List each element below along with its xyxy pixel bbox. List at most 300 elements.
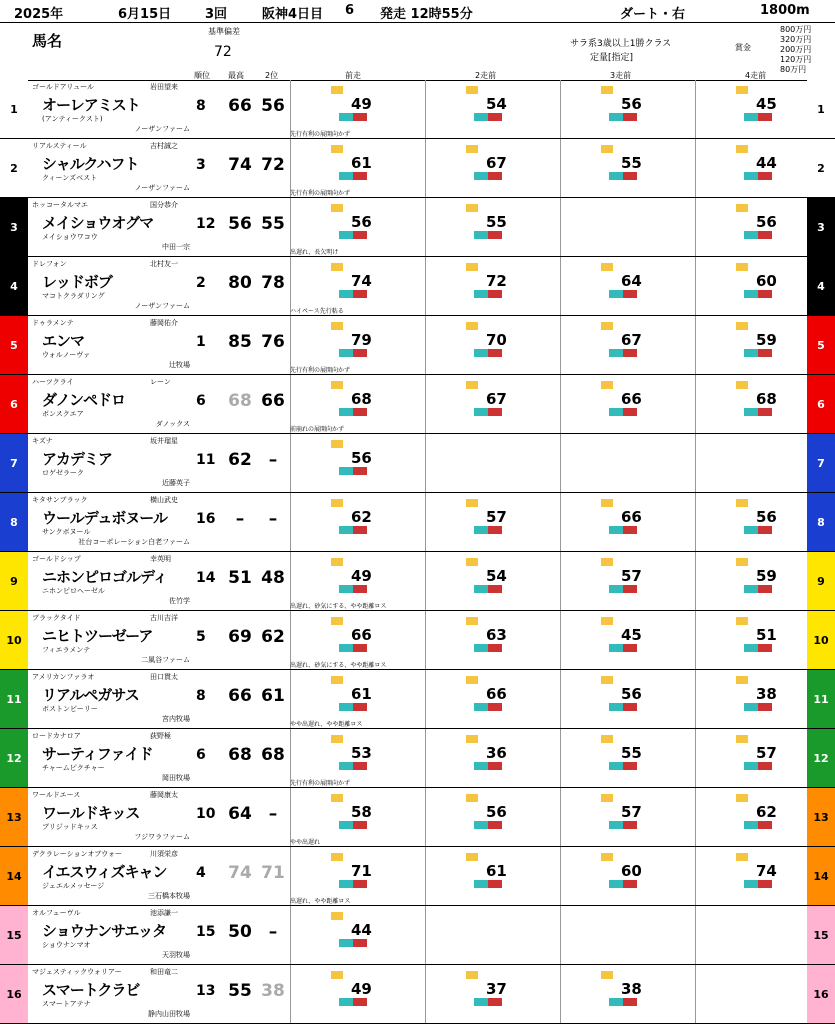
legend-col-3ago: 3走前 bbox=[610, 71, 632, 80]
past-race-score: 54 bbox=[486, 95, 507, 113]
position-chip-icon bbox=[474, 644, 488, 652]
sire-name: リアルスティール bbox=[32, 142, 87, 150]
second-score: 68 bbox=[261, 745, 285, 765]
past-race-score: 55 bbox=[621, 154, 642, 172]
past-race-score: 56 bbox=[621, 95, 642, 113]
pace-chip-icon bbox=[758, 231, 772, 239]
breeder-name: ノーザンファーム bbox=[134, 302, 190, 310]
position-chip-icon bbox=[474, 231, 488, 239]
horse-name[interactable]: オーレアミスト bbox=[42, 96, 140, 114]
race-badge-icon bbox=[466, 617, 478, 625]
position-chip-icon bbox=[339, 526, 353, 534]
pace-chip-icon bbox=[353, 290, 367, 298]
frame-number-left: 15 bbox=[0, 906, 28, 964]
jockey-name: 吉村誠之 bbox=[150, 142, 178, 150]
second-score: – bbox=[268, 922, 278, 942]
rank-number: 5 bbox=[196, 629, 206, 645]
legend-col-rank: 順位 bbox=[194, 71, 210, 80]
legend-prize-4: 120万円 bbox=[780, 55, 812, 64]
race-badge-icon bbox=[466, 735, 478, 743]
legend-col-second: 2位 bbox=[265, 71, 279, 80]
rank-number: 6 bbox=[196, 393, 206, 409]
position-chip-icon bbox=[609, 172, 623, 180]
second-score: – bbox=[268, 450, 278, 470]
pace-chip-icon bbox=[488, 644, 502, 652]
race-badge-icon bbox=[736, 499, 748, 507]
race-badge-icon bbox=[331, 794, 343, 802]
past-race-score: 72 bbox=[486, 272, 507, 290]
position-chip-icon bbox=[339, 408, 353, 416]
position-chip-icon bbox=[474, 762, 488, 770]
sire-name: マジェスティックウォリアー bbox=[32, 968, 122, 976]
legend-base-label: 基準偏差 bbox=[208, 27, 240, 36]
pace-chip-icon bbox=[488, 703, 502, 711]
horse-row[interactable] bbox=[0, 906, 835, 965]
past-race-score: 61 bbox=[351, 154, 372, 172]
frame-number-left: 3 bbox=[0, 198, 28, 256]
frame-number-left: 10 bbox=[0, 611, 28, 669]
breeder-name: 辻牧場 bbox=[169, 361, 190, 369]
second-score: 48 bbox=[261, 568, 285, 588]
position-chip-icon bbox=[609, 703, 623, 711]
sire-name: キタサンブラック bbox=[32, 496, 88, 504]
race-badge-icon bbox=[736, 322, 748, 330]
race-course: ダート・右 bbox=[620, 7, 686, 22]
jockey-name: 古川吉洋 bbox=[150, 614, 178, 622]
second-score: – bbox=[268, 804, 278, 824]
past-race-score: 74 bbox=[756, 862, 777, 880]
pace-chip-icon bbox=[353, 231, 367, 239]
pace-chip-icon bbox=[758, 408, 772, 416]
pace-chip-icon bbox=[758, 349, 772, 357]
position-chip-icon bbox=[609, 113, 623, 121]
race-badge-icon bbox=[601, 617, 613, 625]
race-badge-icon bbox=[736, 676, 748, 684]
position-chip-icon bbox=[339, 231, 353, 239]
past-race bbox=[425, 611, 560, 669]
past-race-score: 51 bbox=[756, 626, 777, 644]
past-race bbox=[425, 80, 560, 138]
position-chip-icon bbox=[744, 349, 758, 357]
position-chip-icon bbox=[474, 349, 488, 357]
pace-chip-icon bbox=[353, 349, 367, 357]
legend-col-best: 最高 bbox=[228, 71, 244, 80]
jockey-name: 岩田望来 bbox=[150, 83, 178, 91]
pace-chip-icon bbox=[488, 526, 502, 534]
past-race bbox=[425, 139, 560, 197]
race-badge-icon bbox=[331, 440, 343, 448]
horse-name[interactable]: エンマ bbox=[42, 332, 85, 350]
breeder-name: 岡田牧場 bbox=[162, 774, 190, 782]
position-chip-icon bbox=[609, 821, 623, 829]
race-comment: 先行有利の展開向かず bbox=[290, 780, 351, 787]
race-number: 6 bbox=[345, 3, 355, 18]
past-race-score: 64 bbox=[621, 272, 642, 290]
second-score: 76 bbox=[261, 332, 285, 352]
horse-name[interactable]: ウールデュボヌール bbox=[42, 509, 167, 527]
race-badge-icon bbox=[601, 558, 613, 566]
position-chip-icon bbox=[609, 290, 623, 298]
frame-number-right: 3 bbox=[807, 198, 835, 256]
race-header bbox=[0, 0, 835, 23]
legend-title: 馬名 bbox=[32, 32, 63, 50]
jockey-name: 藤岡康太 bbox=[150, 791, 178, 799]
past-race-score: 70 bbox=[486, 331, 507, 349]
race-badge-icon bbox=[331, 322, 343, 330]
past-race-score: 49 bbox=[351, 567, 372, 585]
pace-chip-icon bbox=[758, 644, 772, 652]
position-chip-icon bbox=[744, 762, 758, 770]
horse-name[interactable]: ニホンピロゴルディ bbox=[42, 568, 167, 586]
pace-chip-icon bbox=[353, 408, 367, 416]
horse-row[interactable] bbox=[0, 493, 835, 552]
horse-row[interactable] bbox=[0, 552, 835, 611]
best-score: 68 bbox=[228, 391, 252, 411]
horse-row[interactable] bbox=[0, 729, 835, 788]
second-score: 61 bbox=[261, 686, 285, 706]
rank-number: 4 bbox=[196, 865, 206, 881]
dam-name: (アンティークスト) bbox=[42, 115, 103, 123]
position-chip-icon bbox=[609, 644, 623, 652]
past-race-score: 56 bbox=[756, 213, 777, 231]
past-race bbox=[560, 257, 695, 315]
legend-col-4ago: 4走前 bbox=[745, 71, 767, 80]
pace-chip-icon bbox=[488, 880, 502, 888]
horse-info bbox=[30, 198, 190, 256]
rank-number: 2 bbox=[196, 275, 206, 291]
frame-number-left: 14 bbox=[0, 847, 28, 905]
sire-name: ゴールドシップ bbox=[32, 555, 81, 563]
race-badge-icon bbox=[601, 499, 613, 507]
race-comment: 出遅れ、長欠明け bbox=[290, 249, 339, 256]
race-badge-icon bbox=[466, 676, 478, 684]
horse-row[interactable] bbox=[0, 847, 835, 906]
past-race-score: 60 bbox=[621, 862, 642, 880]
frame-number-right: 12 bbox=[807, 729, 835, 787]
dam-name: フィエラメンテ bbox=[42, 646, 91, 654]
rank-number: 10 bbox=[196, 806, 216, 822]
breeder-name: ノーザンファーム bbox=[134, 125, 190, 133]
breeder-name: 静内山田牧場 bbox=[148, 1010, 190, 1018]
horse-name[interactable]: アカデミア bbox=[42, 450, 112, 468]
pace-chip-icon bbox=[488, 762, 502, 770]
frame-number-right: 13 bbox=[807, 788, 835, 846]
past-race-empty bbox=[560, 906, 695, 964]
frame-number-right: 7 bbox=[807, 434, 835, 492]
jockey-name: 国分恭介 bbox=[150, 201, 178, 209]
legend-col-last: 前走 bbox=[345, 71, 361, 80]
legend-prize-1: 800万円 bbox=[780, 25, 812, 34]
horse-row[interactable] bbox=[0, 611, 835, 670]
jockey-name: 田口貫太 bbox=[150, 673, 178, 681]
race-badge-icon bbox=[736, 204, 748, 212]
dam-name: スマートアテナ bbox=[42, 1000, 91, 1008]
second-score: 71 bbox=[261, 863, 285, 883]
frame-number-right: 5 bbox=[807, 316, 835, 374]
pace-chip-icon bbox=[488, 585, 502, 593]
race-comment: 出遅れ、砂気にする、やや距離ロス bbox=[290, 662, 387, 669]
horse-name[interactable]: リアルペガサス bbox=[42, 686, 139, 704]
horse-info bbox=[30, 729, 190, 787]
position-chip-icon bbox=[474, 172, 488, 180]
past-race-empty bbox=[560, 434, 695, 492]
position-chip-icon bbox=[339, 172, 353, 180]
dam-name: マコトクラダリング bbox=[42, 292, 105, 300]
past-race bbox=[290, 434, 425, 492]
frame-number-right: 11 bbox=[807, 670, 835, 728]
race-badge-icon bbox=[601, 381, 613, 389]
race-badge-icon bbox=[601, 735, 613, 743]
past-race-score: 58 bbox=[351, 803, 372, 821]
horse-info bbox=[30, 788, 190, 846]
jockey-name: 池添謙一 bbox=[150, 909, 178, 917]
horse-row[interactable] bbox=[0, 965, 835, 1024]
race-comment: 先行有利の展開向かず bbox=[290, 190, 351, 197]
horse-row[interactable] bbox=[0, 198, 835, 257]
race-badge-icon bbox=[466, 204, 478, 212]
race-badge-icon bbox=[736, 617, 748, 625]
pace-chip-icon bbox=[353, 821, 367, 829]
race-badge-icon bbox=[736, 86, 748, 94]
pace-chip-icon bbox=[488, 821, 502, 829]
pace-chip-icon bbox=[623, 585, 637, 593]
rank-number: 8 bbox=[196, 688, 206, 704]
past-race-score: 57 bbox=[621, 567, 642, 585]
pace-chip-icon bbox=[623, 703, 637, 711]
race-distance: 1800m bbox=[760, 3, 810, 18]
rank-number: 16 bbox=[196, 511, 216, 527]
past-race bbox=[425, 965, 560, 1023]
past-race bbox=[425, 847, 560, 905]
best-score: 74 bbox=[228, 155, 252, 175]
race-year: 2025年 bbox=[14, 7, 64, 22]
horse-row[interactable] bbox=[0, 375, 835, 434]
jockey-name: 荻野極 bbox=[150, 732, 171, 740]
past-race-score: 61 bbox=[486, 862, 507, 880]
race-badge-icon bbox=[331, 617, 343, 625]
position-chip-icon bbox=[339, 939, 353, 947]
dam-name: クィーンズベスト bbox=[42, 174, 98, 182]
past-race bbox=[290, 493, 425, 551]
frame-number-right: 1 bbox=[807, 80, 835, 138]
horse-name[interactable]: ニヒトツーゼーア bbox=[42, 627, 153, 645]
pace-chip-icon bbox=[758, 703, 772, 711]
past-race-score: 55 bbox=[486, 213, 507, 231]
past-race bbox=[425, 670, 560, 728]
horse-name[interactable]: シャルクハフト bbox=[42, 155, 139, 173]
frame-number-right: 16 bbox=[807, 965, 835, 1023]
position-chip-icon bbox=[339, 998, 353, 1006]
past-race-score: 66 bbox=[621, 508, 642, 526]
race-badge-icon bbox=[601, 145, 613, 153]
past-race-score: 60 bbox=[756, 272, 777, 290]
best-score: 74 bbox=[228, 863, 252, 883]
frame-number-left: 7 bbox=[0, 434, 28, 492]
race-badge-icon bbox=[736, 145, 748, 153]
dam-name: ボストンビーリー bbox=[42, 705, 98, 713]
second-score: 66 bbox=[261, 391, 285, 411]
pace-chip-icon bbox=[758, 762, 772, 770]
position-chip-icon bbox=[474, 113, 488, 121]
past-race bbox=[425, 316, 560, 374]
horse-name[interactable]: レッドボブ bbox=[42, 273, 112, 291]
frame-number-right: 8 bbox=[807, 493, 835, 551]
frame-number-right: 4 bbox=[807, 257, 835, 315]
race-badge-icon bbox=[331, 853, 343, 861]
past-race-score: 68 bbox=[756, 390, 777, 408]
legend-base-value: 72 bbox=[214, 44, 232, 60]
best-score: 64 bbox=[228, 804, 252, 824]
legend-prize-label: 賞金 bbox=[735, 43, 751, 52]
past-race-empty bbox=[425, 434, 560, 492]
horse-name[interactable]: メイショウオグマ bbox=[42, 214, 154, 232]
jockey-name: 幸英明 bbox=[150, 555, 171, 563]
pace-chip-icon bbox=[488, 290, 502, 298]
position-chip-icon bbox=[339, 880, 353, 888]
past-race-score: 56 bbox=[756, 508, 777, 526]
legend-class: サラ系3歳以上1勝クラス bbox=[570, 39, 672, 49]
race-badge-icon bbox=[736, 381, 748, 389]
breeder-name: フジワラファーム bbox=[134, 833, 190, 841]
race-comment: ハイペース先行粘る bbox=[290, 308, 344, 315]
pace-chip-icon bbox=[353, 880, 367, 888]
race-badge-icon bbox=[601, 794, 613, 802]
race-badge-icon bbox=[331, 499, 343, 507]
past-race-score: 38 bbox=[756, 685, 777, 703]
frame-number-left: 4 bbox=[0, 257, 28, 315]
past-race bbox=[290, 906, 425, 964]
pace-chip-icon bbox=[623, 880, 637, 888]
position-chip-icon bbox=[339, 349, 353, 357]
race-badge-icon bbox=[331, 676, 343, 684]
past-race-score: 63 bbox=[486, 626, 507, 644]
legend-prize-2: 320万円 bbox=[780, 35, 812, 44]
past-race-score: 66 bbox=[486, 685, 507, 703]
best-score: 69 bbox=[228, 627, 252, 647]
past-race-score: 66 bbox=[351, 626, 372, 644]
horse-name[interactable]: サーティファイド bbox=[42, 745, 153, 763]
race-round: 3回 bbox=[205, 7, 228, 22]
past-race-score: 49 bbox=[351, 95, 372, 113]
jockey-name: 横山武史 bbox=[150, 496, 178, 504]
frame-number-left: 2 bbox=[0, 139, 28, 197]
dam-name: ショウナンマオ bbox=[42, 941, 91, 949]
past-race bbox=[290, 965, 425, 1023]
position-chip-icon bbox=[609, 998, 623, 1006]
past-race-score: 67 bbox=[621, 331, 642, 349]
horse-name[interactable]: ショウナンサエッタ bbox=[42, 922, 167, 940]
sire-name: オルフェーヴル bbox=[32, 909, 81, 917]
frame-number-right: 14 bbox=[807, 847, 835, 905]
horse-name[interactable]: ダノンペドロ bbox=[42, 391, 125, 409]
race-badge-icon bbox=[466, 794, 478, 802]
past-race-score: 61 bbox=[351, 685, 372, 703]
race-badge-icon bbox=[466, 971, 478, 979]
race-badge-icon bbox=[331, 204, 343, 212]
dam-name: ウォルノーヴァ bbox=[42, 351, 91, 359]
frame-number-left: 9 bbox=[0, 552, 28, 610]
past-race-score: 45 bbox=[621, 626, 642, 644]
breeder-name: 中田一宗 bbox=[162, 243, 190, 251]
race-start-time: 発走 12時55分 bbox=[380, 7, 473, 22]
past-race-score: 56 bbox=[621, 685, 642, 703]
race-badge-icon bbox=[466, 381, 478, 389]
race-comment: 先行有利の展開向かず bbox=[290, 367, 351, 374]
race-comment: 出遅れ、砂気にする、やや距離ロス bbox=[290, 603, 387, 610]
position-chip-icon bbox=[474, 408, 488, 416]
horse-row[interactable] bbox=[0, 788, 835, 847]
past-race bbox=[560, 965, 695, 1023]
dam-name: ボンスクエア bbox=[42, 410, 84, 418]
race-badge-icon bbox=[331, 971, 343, 979]
frame-number-right: 15 bbox=[807, 906, 835, 964]
race-badge-icon bbox=[466, 263, 478, 271]
sire-name: ドレフォン bbox=[32, 260, 67, 268]
pace-chip-icon bbox=[623, 821, 637, 829]
horse-info bbox=[30, 965, 190, 1023]
past-race bbox=[425, 257, 560, 315]
pace-chip-icon bbox=[353, 644, 367, 652]
past-race-score: 44 bbox=[351, 921, 372, 939]
past-race-empty bbox=[425, 906, 560, 964]
best-score: 80 bbox=[228, 273, 252, 293]
horse-name[interactable]: スマートクラビ bbox=[42, 981, 140, 999]
horse-name[interactable]: イエスウィズキャン bbox=[42, 863, 167, 881]
position-chip-icon bbox=[339, 762, 353, 770]
breeder-name: ノーザンファーム bbox=[134, 184, 190, 192]
past-race bbox=[425, 788, 560, 846]
past-race-score: 71 bbox=[351, 862, 372, 880]
jockey-name: 坂井瑠星 bbox=[150, 437, 178, 445]
position-chip-icon bbox=[744, 821, 758, 829]
race-badge-icon bbox=[466, 853, 478, 861]
horse-row[interactable] bbox=[0, 670, 835, 729]
past-race bbox=[425, 552, 560, 610]
pace-chip-icon bbox=[758, 172, 772, 180]
horse-row[interactable] bbox=[0, 257, 835, 316]
horse-row[interactable] bbox=[0, 80, 835, 139]
race-badge-icon bbox=[601, 971, 613, 979]
horse-row[interactable] bbox=[0, 434, 835, 493]
horse-info bbox=[30, 906, 190, 964]
frame-number-right: 10 bbox=[807, 611, 835, 669]
frame-number-left: 12 bbox=[0, 729, 28, 787]
position-chip-icon bbox=[474, 290, 488, 298]
jockey-name: 和田竜二 bbox=[150, 968, 178, 976]
race-badge-icon bbox=[601, 853, 613, 861]
position-chip-icon bbox=[744, 526, 758, 534]
legend-prize-3: 200万円 bbox=[780, 45, 812, 54]
race-badge-icon bbox=[466, 558, 478, 566]
second-score: 62 bbox=[261, 627, 285, 647]
pace-chip-icon bbox=[623, 408, 637, 416]
race-badge-icon bbox=[331, 263, 343, 271]
sire-name: ホッコータルマエ bbox=[32, 201, 88, 209]
horse-info bbox=[30, 552, 190, 610]
race-badge-icon bbox=[331, 912, 343, 920]
position-chip-icon bbox=[339, 703, 353, 711]
race-badge-icon bbox=[601, 86, 613, 94]
best-score: 68 bbox=[228, 745, 252, 765]
horse-name[interactable]: ワールドキッス bbox=[42, 804, 140, 822]
best-score: 66 bbox=[228, 686, 252, 706]
past-race bbox=[560, 493, 695, 551]
jockey-name: 藤岡佑介 bbox=[150, 319, 178, 327]
race-badge-icon bbox=[601, 676, 613, 684]
position-chip-icon bbox=[474, 703, 488, 711]
horse-row[interactable] bbox=[0, 316, 835, 375]
horse-row[interactable] bbox=[0, 139, 835, 198]
